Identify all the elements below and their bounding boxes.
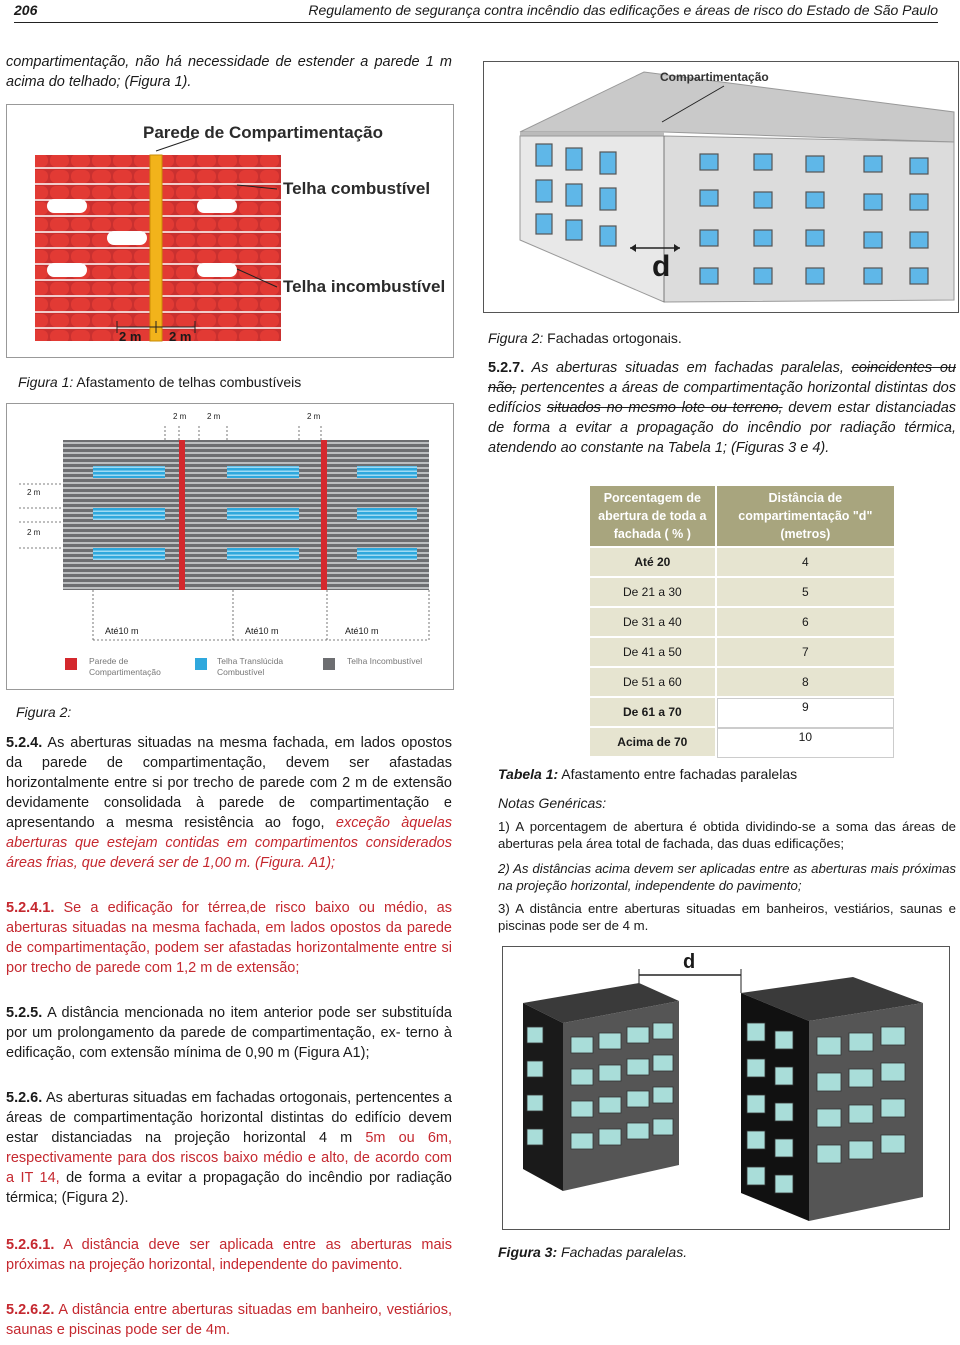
table-1-caption-text: Afastamento entre fachadas paralelas [561,766,798,782]
left-dim-1: 2 m [27,488,41,497]
section-5-2-4-red-text: exceção àquelas aberturas que estejam contidas em compartimentos considerados áreas frias, que deverá ser de 1,00 m. (Figura. A1); [6,815,453,871]
section-5-2-5-number: 5.2.5. [6,1005,43,1021]
top-dim-1: 2 m [173,412,187,421]
table-row [590,698,894,728]
note-3: 3) A distância entre aberturas situadas em banheiros, vestiários, saunas e piscinas pode ser de 4 m. [498,901,956,933]
top-dim-3: 2 m [307,412,321,421]
wall-label: Parede de Compartimentação [143,123,383,142]
legend-swatch-wall [65,658,77,670]
figure-2-caption-prefix: Figura 2: [488,330,544,346]
table-cell-pct: Acima de 70 [590,728,717,758]
figure-3-d-label: d [683,951,696,973]
figure-2-caption [488,330,682,346]
figure-3-caption [498,1244,687,1260]
figure-2-orthogonal-box [483,61,959,313]
section-5-2-4-1-number: 5.2.4.1. [6,900,55,916]
section-5-2-6-1 [6,1235,452,1275]
legend-swatch-incombustible [323,658,335,670]
notes-title: Notas Genéricas: [498,795,607,811]
table-cell-pct: De 61 a 70 [590,698,717,728]
section-5-2-5 [6,1003,452,1063]
table-cell-d: 10 [717,728,894,758]
section-5-2-6 [6,1088,452,1208]
bottom-dim-3: Até10 m [345,626,379,636]
legend-label-translucent: Telha Translúcida Combustível [217,656,284,677]
combustible-tile-label: Telha combustível [283,179,431,198]
section-5-2-6-text-b: de forma a evitar a propagação do incêndio por radiação térmica; (Figura 2). [6,1170,452,1206]
table-1-caption-prefix: Tabela 1: [498,766,559,782]
table-cell-pct: De 51 a 60 [590,668,717,698]
figure-1-box [6,104,454,358]
top-dim-2: 2 m [207,412,221,421]
table-cell-d: 8 [717,668,894,698]
section-5-2-7-number: 5.2.7. [488,360,525,376]
table-row [590,578,894,608]
dim-right: 2 m [169,329,192,344]
table-1-caption [498,766,797,782]
section-5-2-6-2 [6,1300,452,1340]
section-5-2-4-1-text: Se a edificação for térrea,de risco baixo ou médio, as aberturas situadas na mesma fachada, em lados opostos da parede de compartimentação, podem ser afastadas horizontalmente entre si por trecho de parede com 1,2 m de extensão; [6,900,452,976]
legend-label-wall: Parede de Compartimentação [89,656,161,677]
section-5-2-7-strike-a: coincidentes ou não, [488,360,956,396]
note-1: 1) A porcentagem de abertura é obtida dividindo-se a soma das áreas de aberturas pela área total de fachada, das duas edificações; [498,819,956,851]
table-cell-d: 7 [717,638,894,668]
page-number: 206 [14,2,38,18]
section-5-2-6-1-text: A distância deve ser aplicada entre as aberturas mais próximas na projeção horizontal, independente do pavimento. [6,1237,452,1273]
running-title: Regulamento de segurança contra incêndio das edificações e áreas de risco do Estado de São Paulo [308,2,938,18]
figure-1-caption [18,374,301,390]
bottom-dim-1: Até10 m [105,626,139,636]
table-row [590,728,894,758]
figure-2-caption-text: Fachadas ortogonais. [547,330,682,346]
section-5-2-7-strike-b: situados no mesmo lote ou terreno, [546,400,783,416]
legend-label-incombustible: Telha Incombustível [347,656,423,666]
section-5-2-4-text: As aberturas situadas na mesma fachada, em lados opostos da parede de compartimentação, devem ser afastadas horizontalmente entre si por trecho de parede com 2 m de extensão devidamente consolidada à parede de compartimentação e apresentando a mesma resistência ao fogo, [6,735,452,831]
section-5-2-4-number: 5.2.4. [6,735,43,751]
table-cell-pct: De 31 a 40 [590,608,717,638]
section-5-2-4 [6,733,452,873]
note-2: 2) As distâncias acima devem ser aplicadas entre as aberturas mais próximas na projeção horizontal, independente do pavimento; [498,861,956,893]
table-header-distance: Distância de compartimentação "d" (metros) [717,486,894,548]
section-5-2-6-red-text: 5m ou 6m, respectivamente para dos riscos baixo médio e alto, de acordo com a IT 14, [6,1130,453,1186]
left-dim-2: 2 m [27,528,41,537]
table-cell-pct: De 21 a 30 [590,578,717,608]
table-row [590,608,894,638]
facade-figure-caption: Figura 2: [16,704,72,720]
bottom-dim-2: Até10 m [245,626,279,636]
section-5-2-6-2-number: 5.2.6.2. [6,1302,55,1318]
section-5-2-7-text-c: devem estar distanciadas de forma a evitar a propagação do incêndio por radiação térmica, atendendo ao constante na Tabela 1; (Figuras 3 e 4). [488,400,957,456]
section-5-2-7 [488,358,956,458]
table-cell-pct: De 41 a 50 [590,638,717,668]
table-cell-d: 9 [717,698,894,728]
table-header-row [590,486,894,548]
section-5-2-4-1 [6,898,452,978]
dim-left: 2 m [119,329,142,344]
figure-3-box [502,946,950,1230]
table-cell-d: 5 [717,578,894,608]
section-5-2-6-text-a: As aberturas situadas em fachadas ortogonais, pertencentes a áreas de compartimentação horizontal distintas do edifício devem estar distanciadas na projeção horizontal 4 m [6,1090,452,1146]
parallel-buildings-diagram [503,947,949,1229]
table-row [590,638,894,668]
intro-paragraph: compartimentação, não há necessidade de estender a parede 1 m acima do telhado; (Figura 1). [6,54,452,90]
figure-1-caption-prefix: Figura 1: [18,374,74,390]
table-header-percentage: Porcentagem de abertura de toda a fachada ( % ) [590,486,717,548]
section-5-2-6-2-text: A distância entre aberturas situadas em banheiro, vestiários, saunas e piscinas pode ser de 4m. [6,1302,452,1338]
figure-3-caption-text: Fachadas paralelas. [561,1244,688,1260]
section-5-2-5-text: A distância mencionada no item anterior pode ser substituída por um prolongamento da parede de compartimentação, ex- terno à edificação, com extensão mínima de 0,90 m (Figura A1); [6,1005,452,1061]
facade-diagram [7,404,453,689]
incombustible-tile-label: Telha incombustível [283,277,446,296]
section-5-2-6-number: 5.2.6. [6,1090,43,1106]
distance-d-label: d [652,250,671,283]
legend-swatch-translucent [195,658,207,670]
table-cell-pct: Até 20 [590,548,717,578]
section-5-2-7-text-b: pertencentes a áreas de compartimentação horizontal distintas dos edifícios [488,380,956,416]
table-row [590,548,894,578]
table-cell-d: 6 [717,608,894,638]
table-row [590,668,894,698]
facade-figure-box [6,403,454,690]
section-5-2-7-text-a: As aberturas situadas em fachadas paralelas, [531,360,844,376]
section-5-2-6-1-number: 5.2.6.1. [6,1237,55,1253]
table-cell-d: 4 [717,548,894,578]
figure-3-caption-prefix: Figura 3: [498,1244,558,1260]
orthogonal-building-diagram [484,62,958,312]
page-header [14,0,938,23]
table-1 [590,486,894,758]
compartment-label: Compartimentação [660,70,769,84]
figure-1-caption-text: Afastamento de telhas combustíveis [76,374,302,390]
